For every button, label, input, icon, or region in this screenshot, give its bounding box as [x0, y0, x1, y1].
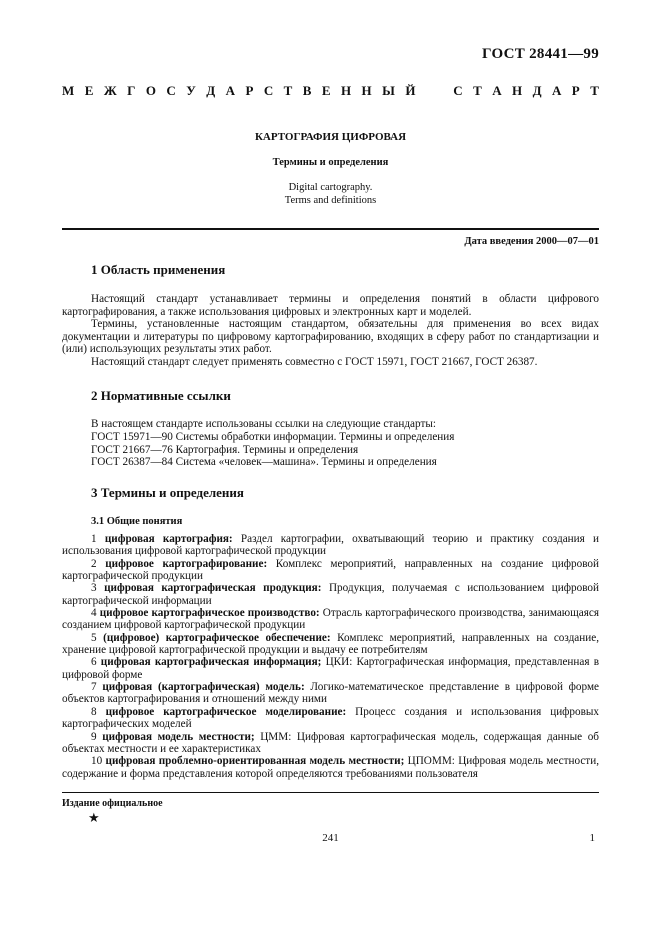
term-name: цифровое картографическое производство: — [99, 607, 320, 620]
section-2-heading: 2 Нормативные ссылки — [91, 388, 231, 403]
date-of-introduction: Дата введения 2000—07—01 — [464, 236, 599, 247]
terms-list — [62, 533, 599, 780]
document-subtitle: Термины и определения — [272, 157, 389, 168]
term-name: цифровое картографическое моделирование: — [105, 705, 347, 718]
banner-letter: Н — [340, 83, 352, 98]
term-name: цифровая картографическая информация; — [100, 656, 322, 669]
banner-letter: Д — [206, 83, 216, 98]
banner-letter: У — [186, 83, 196, 98]
term-number: 1 — [91, 533, 97, 545]
reference-item: ГОСТ 15971—90 Системы обработки информации. Термины и определения — [91, 430, 455, 443]
term-definition: ЦММ: Цифровая картографическая модель, содержащая данные об объектах местности и ее характеристиках — [62, 730, 599, 755]
term-number: 9 — [91, 730, 97, 743]
term-entry — [62, 558, 599, 583]
term-entry — [62, 533, 599, 558]
banner-letter: Ы — [382, 83, 395, 98]
banner-letter: М — [62, 83, 75, 98]
term-name: (цифровое) картографическое обеспечение: — [103, 631, 331, 644]
banner-letter: В — [302, 83, 312, 98]
banner-letter: С — [166, 83, 176, 98]
term-number: 5 — [91, 631, 97, 644]
term-entry — [62, 706, 599, 731]
term-name: цифровая картографическая продукция: — [104, 582, 322, 595]
term-definition: ЦПОММ: Цифровая модель местности, содержание и форма представления которой определяются требованиями пользователя — [62, 755, 599, 780]
page-number-right: 1 — [589, 832, 595, 844]
term-number: 3 — [91, 582, 97, 595]
term-name: цифровая проблемно-ориентированная модель местности; — [105, 755, 405, 768]
banner-letter: О — [145, 83, 156, 98]
reference-item: ГОСТ 21667—76 Картография. Термины и определения — [91, 443, 359, 456]
section-1-paragraph: Настоящий стандарт следует применять совместно с ГОСТ 15971, ГОСТ 21667, ГОСТ 26387. — [91, 355, 538, 368]
title-divider — [62, 228, 599, 230]
document-title: КАРТОГРАФИЯ ЦИФРОВАЯ — [254, 131, 407, 143]
section-1-heading: 1 Область применения — [91, 262, 226, 277]
term-definition: Отрасль картографического производства, занимающаяся созданием цифровой картографической продукции — [62, 607, 600, 632]
term-definition: ЦКИ: Картографическая информация, представленная в цифровой форме — [62, 656, 599, 681]
term-name: цифровое картографирование: — [105, 557, 268, 570]
reference-item: ГОСТ 26387—84 Система «человек—машина». Термины и определения — [91, 456, 437, 469]
section-1-paragraph: Настоящий стандарт устанавливает термины и определения понятий в области цифрового картографирования, а также использования цифровых и электронных карт и моделей. — [62, 293, 599, 318]
banner-letter: Р — [571, 83, 580, 98]
banner-letter: Р — [245, 83, 254, 98]
term-entry — [62, 582, 599, 607]
footer-divider — [62, 792, 599, 793]
term-number: 8 — [91, 705, 97, 718]
banner-letter: А — [551, 83, 562, 98]
term-definition: Логико-математическое представление в цифровой форме объектов картографирования и отношений между ними — [62, 681, 599, 706]
term-number: 2 — [91, 557, 97, 570]
term-entry — [62, 755, 599, 780]
banner-gap — [426, 83, 429, 99]
banner-letter: Ж — [103, 83, 117, 98]
page-number-center: 241 — [322, 832, 339, 844]
banner-letter: А — [492, 83, 502, 98]
term-entry — [62, 731, 599, 756]
term-entry — [62, 632, 599, 657]
term-definition: Комплекс мероприятий, направленных на создание цифровой картографической продукции — [62, 557, 600, 583]
term-definition: Продукция, получаемая с использованием цифровой картографической информации — [62, 582, 600, 607]
banner-letter: Н — [361, 83, 372, 98]
english-title-line-1: Digital cartography. — [288, 182, 373, 193]
term-definition: Процесс создания и использования цифровых картографических моделей — [62, 705, 600, 731]
section-3-heading: 3 Термины и определения — [91, 485, 244, 500]
english-title — [0, 181, 661, 207]
term-entry — [62, 656, 599, 681]
subsection-3-1-heading: 3.1 Общие понятия — [91, 516, 183, 527]
banner-letter: Г — [127, 83, 136, 98]
section-1-body — [62, 293, 599, 369]
official-edition-label: Издание официальное — [62, 798, 163, 809]
term-number: 10 — [91, 755, 103, 768]
term-number: 7 — [91, 681, 97, 694]
interstate-standard-banner — [62, 83, 599, 99]
section-1-paragraph: Термины, установленные настоящим стандартом, обязательны для применения во всех видах документации и литературы по цифровому картографированию, входящих в сферу работ по стандартизации и (или) использующих результаты этих работ. — [62, 318, 599, 356]
references-intro: В настоящем стандарте использованы ссылки на следующие стандарты: — [91, 418, 436, 430]
term-number: 4 — [91, 607, 97, 620]
banner-letter: Е — [321, 83, 331, 98]
term-name: цифровая картография: — [104, 533, 233, 545]
banner-letter: С — [263, 83, 274, 98]
banner-letter: Т — [473, 83, 482, 98]
english-title-line-2: Terms and definitions — [284, 195, 377, 206]
term-entry — [62, 681, 599, 706]
term-number: 6 — [91, 656, 97, 669]
banner-letter: Н — [512, 83, 523, 98]
standard-number: ГОСТ 28441—99 — [481, 46, 599, 62]
banner-letter: Д — [532, 83, 542, 98]
banner-letter: Е — [84, 83, 94, 98]
section-2-body — [91, 418, 454, 469]
star-icon: ★ — [88, 810, 100, 825]
banner-letter: Й — [405, 83, 416, 98]
term-entry — [62, 607, 599, 632]
term-definition: Комплекс мероприятий, направленных на создание, хранение цифровой картографической продукции и выдачу ее потребителям — [62, 631, 599, 657]
banner-gap — [440, 83, 443, 99]
banner-letter: Т — [590, 83, 599, 98]
term-name: цифровая модель местности; — [102, 730, 255, 743]
term-definition: Раздел картографии, охватывающий теорию и практику создания и использования цифровой картографической продукции — [62, 533, 600, 558]
banner-letter: А — [225, 83, 235, 98]
banner-letter: С — [453, 83, 463, 98]
banner-letter: Т — [283, 83, 293, 98]
term-name: цифровая (картографическая) модель: — [102, 681, 305, 694]
